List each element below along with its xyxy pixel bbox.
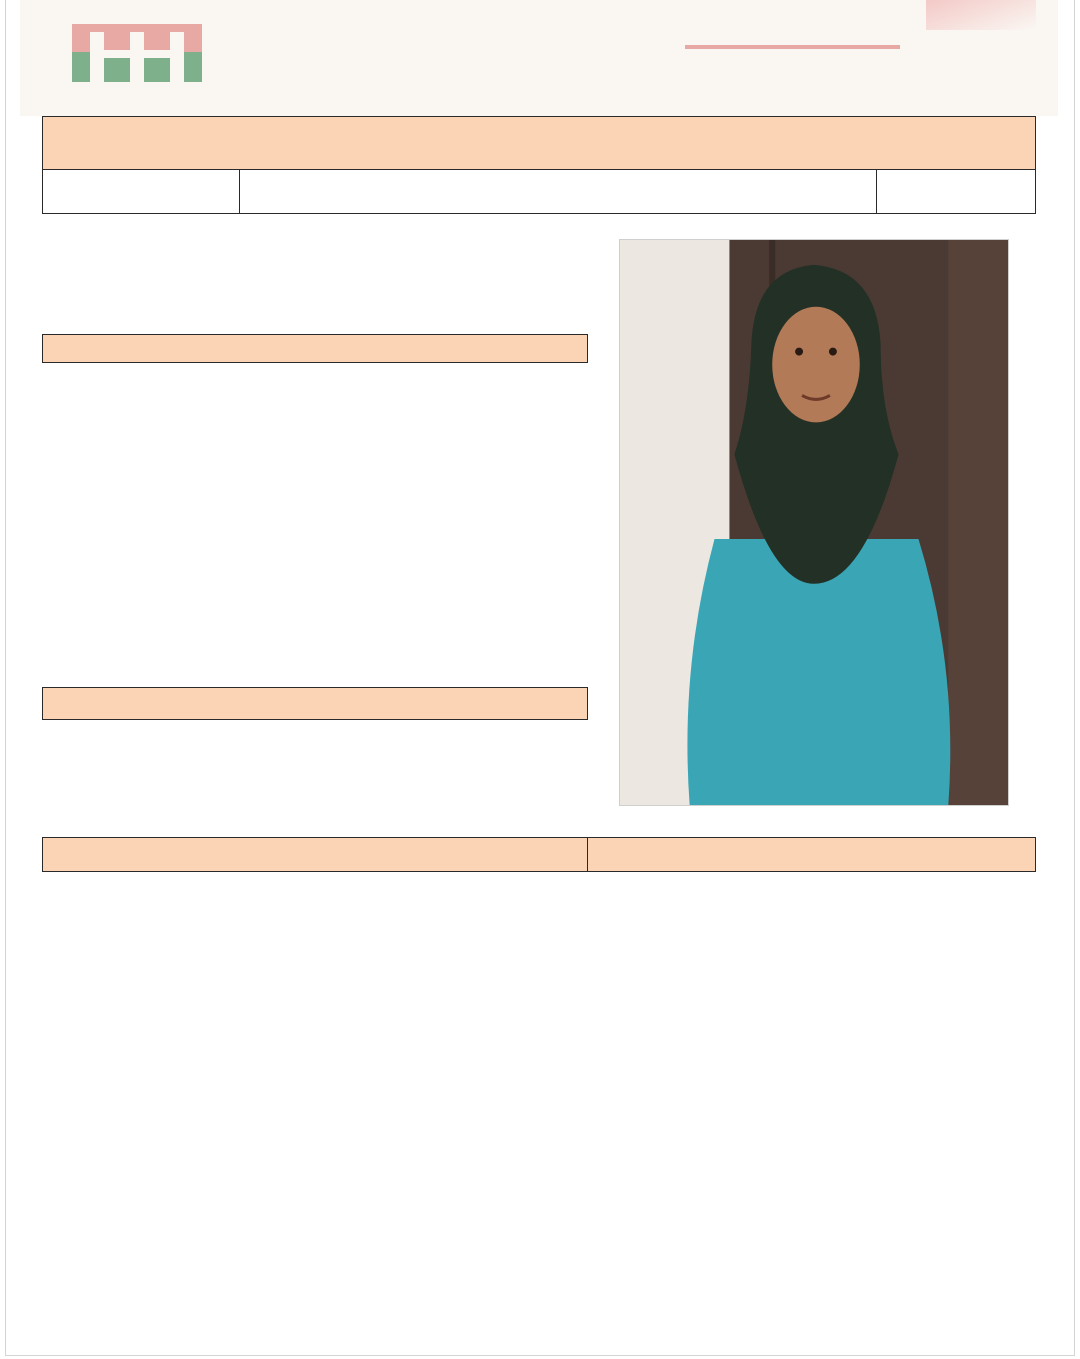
applicant-label-cell xyxy=(42,169,240,214)
applicant-photo xyxy=(619,239,1009,806)
languages-heading-bar xyxy=(42,687,588,720)
applicant-value-cell xyxy=(239,169,877,214)
work-heading-bar xyxy=(42,837,588,872)
details-heading-bar xyxy=(42,334,588,363)
brand-rule xyxy=(685,45,900,49)
previous-heading-bar xyxy=(587,837,1036,872)
title-bar xyxy=(42,116,1036,170)
applicant-ar-cell xyxy=(876,169,1036,214)
decorative-corner xyxy=(926,0,1036,30)
company-logo xyxy=(72,24,202,82)
